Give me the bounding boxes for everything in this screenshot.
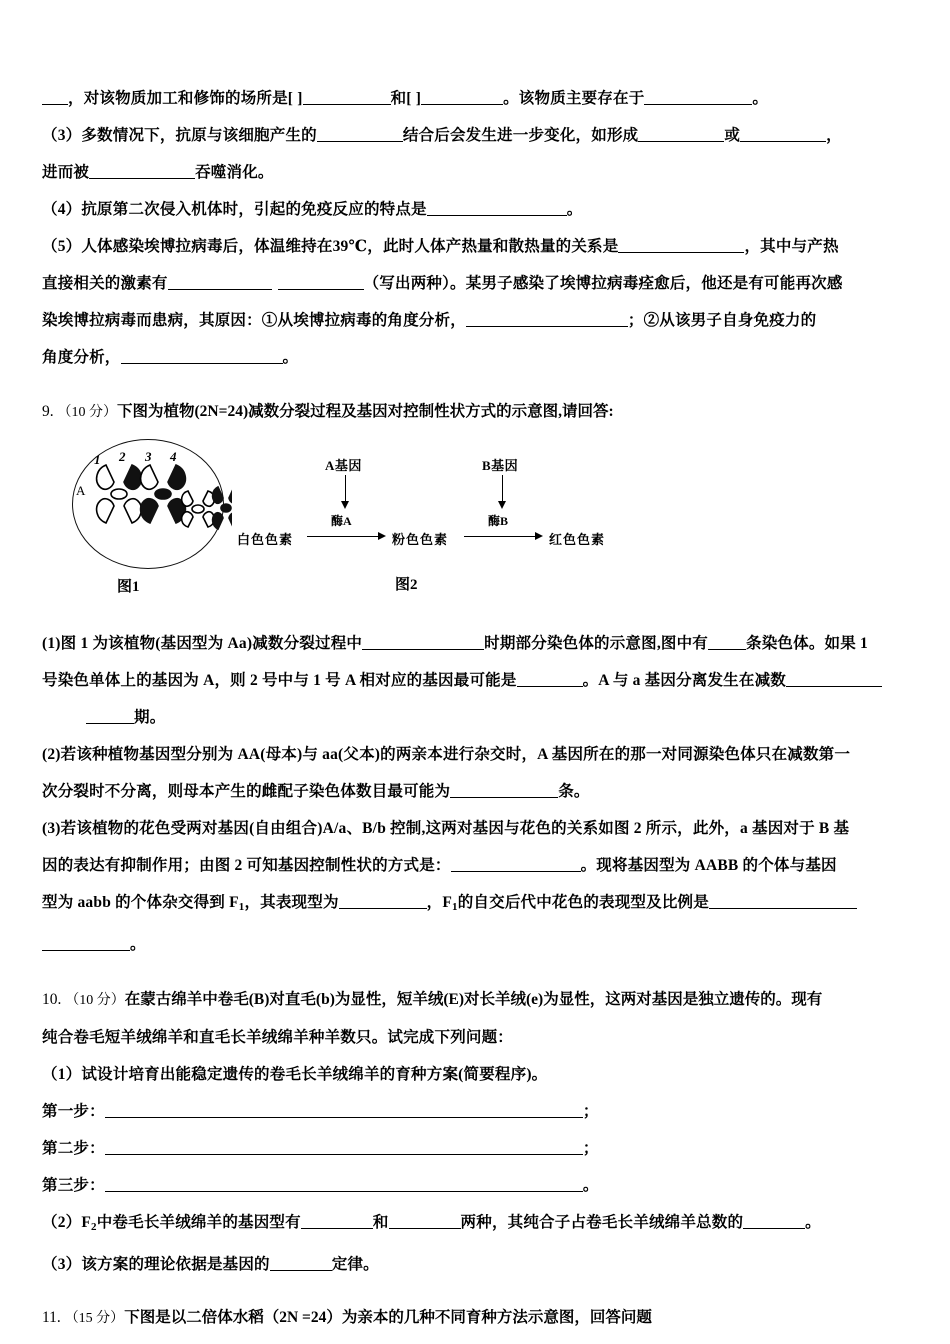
blank-underline (644, 89, 752, 105)
blank-underline (86, 708, 134, 724)
blank-underline (517, 671, 583, 687)
q8-line1 (42, 80, 910, 117)
chromosome-number-1: 1 (94, 452, 101, 467)
q10-step-3 (42, 1167, 910, 1204)
q10-stem-line2 (42, 1019, 910, 1056)
q10-step-2-end: ； (582, 1140, 599, 1157)
blank-underline (168, 274, 272, 290)
pigment-white: 白色色素 (237, 532, 294, 547)
q9-number: 9. (42, 403, 54, 420)
blank-underline (317, 126, 403, 142)
q8-item5-temp: 39℃ (332, 238, 368, 255)
q10-item1-text: （1）试设计培育出能稳定遗传的卷毛长羊绒绵羊的育种方案(简要程序)。 (42, 1066, 548, 1083)
q10-item2-text-e: 。 (805, 1214, 821, 1231)
q9-item1-text-a: (1)图 1 为该植物(基因型为 Aa)减数分裂过程中 (42, 635, 363, 652)
figure-2-caption: 图2 (395, 577, 418, 593)
blank-underline (42, 89, 68, 105)
q9-item2-line1 (42, 736, 910, 773)
q10-header (42, 981, 910, 1019)
q8-item3-line1 (42, 117, 910, 154)
q8-item5-text-b: ，此时人体产热量和散热量的关系是 (367, 238, 619, 255)
q9-item3-text-b: 因的表达有抑制作用；由图 2 可知基因控制性状的方式是： (42, 857, 451, 874)
gene-A-arrow-head (341, 501, 349, 509)
q9-header (42, 393, 910, 431)
q8-item4-text-b: 。 (566, 201, 583, 218)
q11-number: 11. (42, 1309, 61, 1326)
q10-item2-text-c: 和 (372, 1214, 389, 1231)
q10-step-1-label: 第一步： (42, 1103, 105, 1120)
blank-underline (42, 935, 130, 951)
blank-underline (105, 1139, 583, 1155)
q10-item2-text-b: 中卷毛长羊绒绵羊的基因型有 (96, 1214, 301, 1231)
blank-underline (270, 1255, 332, 1271)
enzyme-label-B: 酶B (488, 514, 509, 528)
q9-item1-text-c: 条染色体。如果 1 (746, 635, 868, 652)
chromosome-number-2: 2 (119, 449, 126, 464)
q8-item5-text-i: 。 (282, 349, 299, 366)
blank-underline (709, 893, 857, 909)
blank-underline (105, 1102, 583, 1118)
q8-item3-text-c: 或 (724, 127, 741, 144)
blank-underline (786, 671, 882, 687)
gene-label-A: A基因 (325, 458, 362, 473)
q9-item3-line2 (42, 847, 910, 884)
q8-item5-text-g: ；②从该男子自身免疫力的 (627, 312, 817, 329)
q10-item2-text-a: （2）F (42, 1214, 92, 1231)
q10-stem-a: 在蒙古绵羊中卷毛(B)对直毛(b)为显性，短羊绒(E)对长羊绒(e)为显性，这两对基因是独立遗传的。现有 (124, 991, 823, 1008)
reaction-1-line (307, 536, 379, 537)
f1-subscript: 1 (238, 901, 245, 913)
reaction-2-line (464, 536, 536, 537)
q8-item4-text-a: （4）抗原第二次侵入机体时，引起的免疫反应的特点是 (42, 201, 427, 218)
q11-stem: 下图是以二倍体水稻（2N =24）为亲本的几种不同育种方法示意图，回答问题 (124, 1309, 652, 1326)
q9-item1-text-d: 号染色单体上的基因为 A，则 2 号中与 1 号 A 相对应的基因最可能是 (42, 672, 517, 689)
q8-item4 (42, 191, 910, 228)
q9-item1-line2 (42, 662, 910, 699)
gene-label-B: B基因 (482, 458, 519, 473)
q10-item3-text-a: （3）该方案的理论依据是基因的 (42, 1256, 270, 1273)
blank-underline (339, 893, 427, 909)
q10-item2 (42, 1204, 910, 1246)
q10-number: 10. (42, 991, 62, 1008)
q10-item3 (42, 1246, 910, 1283)
blank-underline (466, 311, 628, 327)
q8-item5-text-d: 直接相关的激素有 (42, 275, 168, 292)
q9-item3-text-f: ，F (426, 894, 453, 911)
q8-item5-text-c: ，其中与产热 (744, 238, 839, 255)
q10-stem-b: 纯合卷毛短羊绒绵羊和直毛长羊绒绵羊种羊数只。试完成下列问题： (42, 1029, 514, 1046)
enzyme-label-A: 酶A (331, 514, 352, 528)
q9-item1-text-e: 。A 与 a 基因分离发生在减数 (582, 672, 786, 689)
f2-subscript: 2 (91, 1221, 97, 1233)
q9-item3-text-a: (3)若该植物的花色受两对基因(自由组合)A/a、B/b 控制,这两对基因与花色的关系如图 2 所示，此外，a 基因对于 B 基 (42, 820, 850, 837)
q9-item1-line1 (42, 625, 910, 662)
gene-B-arrow-line (502, 475, 503, 503)
chromosome-pair-1 (97, 465, 142, 523)
q8-line1-text-b: 和[ ] (390, 90, 422, 107)
q9-score: （10 分） (57, 405, 117, 420)
pigment-pink: 粉色色素 (392, 532, 449, 547)
chromosomes-svg (62, 435, 232, 575)
blank-underline (89, 163, 195, 179)
q8-item5-line4 (42, 339, 910, 376)
blank-underline (303, 89, 391, 105)
q10-score: （10 分） (65, 993, 125, 1008)
q9-item2-line2 (42, 773, 910, 810)
q11-header (42, 1299, 910, 1337)
reaction-2-arrow-head (535, 532, 543, 540)
q8-item5-text-a: （5）人体感染埃博拉病毒后，体温维持在 (42, 238, 333, 255)
q9-item2-text-b: 次分裂时不分离，则母本产生的雌配子染色体数目最可能为 (42, 783, 451, 800)
q9-item1-text-f: 期。 (134, 709, 166, 726)
q9-item2-text-c: 条。 (558, 783, 590, 800)
q9-item3-line3 (42, 884, 910, 926)
q10-step-3-end: 。 (582, 1177, 599, 1194)
q9-item3-text-h: 。 (130, 936, 146, 953)
q9-item1-text-b: 时期部分染色体的示意图,图中有 (484, 635, 709, 652)
q8-item3-text-d: ， (826, 127, 842, 144)
chromosome-small-black (213, 487, 232, 529)
q9-item3-line1 (42, 810, 910, 847)
q8-item5-text-e: （写出两种）。某男子感染了埃博拉病毒痊愈后，他还是有可能再次感 (363, 275, 843, 292)
q10-item1 (42, 1056, 910, 1093)
blank-underline (121, 348, 283, 364)
chromosome-number-3: 3 (145, 449, 152, 464)
blank-underline (105, 1176, 583, 1192)
q11-score: （15 分） (64, 1311, 125, 1326)
q9-figures (42, 435, 910, 625)
q8-item3-text-a: （3）多数情况下，抗原与该细胞产生的 (42, 127, 317, 144)
q9-item3-text-e: ，其表现型为 (244, 894, 339, 911)
q9-item3-text-g: 的自交后代中花色的表现型及比例是 (457, 894, 709, 911)
chromosome-small-white (182, 491, 215, 527)
q10-step-2 (42, 1130, 910, 1167)
q10-step-3-label: 第三步： (42, 1177, 105, 1194)
chromosome-label-A: A (76, 483, 86, 498)
q10-item3-text-b: 定律。 (331, 1256, 379, 1273)
blank-underline (618, 237, 744, 253)
blank-underline (427, 200, 567, 216)
blank-underline (389, 1213, 461, 1229)
q8-item3-text-b: 结合后会发生进一步变化，如形成 (402, 127, 639, 144)
q9-item3-line4 (42, 926, 910, 963)
q8-item5-text-h: 角度分析， (42, 349, 121, 366)
gene-A-arrow-line (345, 475, 346, 503)
q9-item3-text-d: 型为 aabb 的个体杂交得到 F (42, 894, 239, 911)
q9-item3-text-c: 。现将基因型为 AABB 的个体与基因 (580, 857, 837, 874)
blank-underline (451, 856, 581, 872)
q8-item3-text-f: 吞噬消化。 (195, 164, 274, 181)
q8-item5-text-f: 染埃博拉病毒而患病，其原因：①从埃博拉病毒的角度分析， (42, 312, 466, 329)
q8-line1-text-d: 。 (752, 90, 769, 107)
q9-item1-line3 (42, 699, 910, 736)
figure-1-caption: 图1 (117, 579, 140, 595)
blank-underline (708, 634, 746, 650)
q9-item2-text-a: (2)若该种植物基因型分别为 AA(母本)与 aa(父本)的两亲本进行杂交时，A 基因所在的那一对同源染色体只在减数第一 (42, 746, 851, 763)
f1-subscript: 1 (452, 901, 458, 913)
q10-step-1 (42, 1093, 910, 1130)
gene-B-arrow-head (498, 501, 506, 509)
page-content (42, 80, 910, 1337)
blank-underline (278, 274, 364, 290)
chromosome-pair-2 (141, 465, 186, 523)
q8-line1-text-a: ，对该物质加工和修饰的场所是[ ] (68, 90, 303, 107)
blank-underline (450, 782, 558, 798)
reaction-1-arrow-head (378, 532, 386, 540)
q8-item3-line2 (42, 154, 910, 191)
pigment-red: 红色色素 (549, 532, 606, 547)
blank-underline (743, 1213, 805, 1229)
q9-stem: 下图为植物(2N=24)减数分裂过程及基因对控制性状方式的示意图,请回答: (117, 403, 614, 420)
q8-item5-line1 (42, 228, 910, 265)
blank-underline (638, 126, 724, 142)
q10-item2-text-d: 两种，其纯合子占卷毛长羊绒绵羊总数的 (460, 1214, 744, 1231)
q10-step-2-label: 第二步： (42, 1140, 105, 1157)
q10-steps (42, 1093, 910, 1204)
figure-2-pigment-pathway (237, 435, 637, 610)
blank-underline (421, 89, 503, 105)
q10-step-1-end: ； (582, 1103, 599, 1120)
chromosome-number-4: 4 (170, 449, 177, 464)
figure-1-meiosis-cell (62, 435, 262, 610)
blank-underline (362, 634, 484, 650)
blank-underline (301, 1213, 373, 1229)
q8-line1-text-c: 。该物质主要存在于 (503, 90, 645, 107)
q8-item3-text-e: 进而被 (42, 164, 90, 181)
q8-item5-line2 (42, 265, 910, 302)
blank-underline (740, 126, 826, 142)
q8-item5-line3 (42, 302, 910, 339)
